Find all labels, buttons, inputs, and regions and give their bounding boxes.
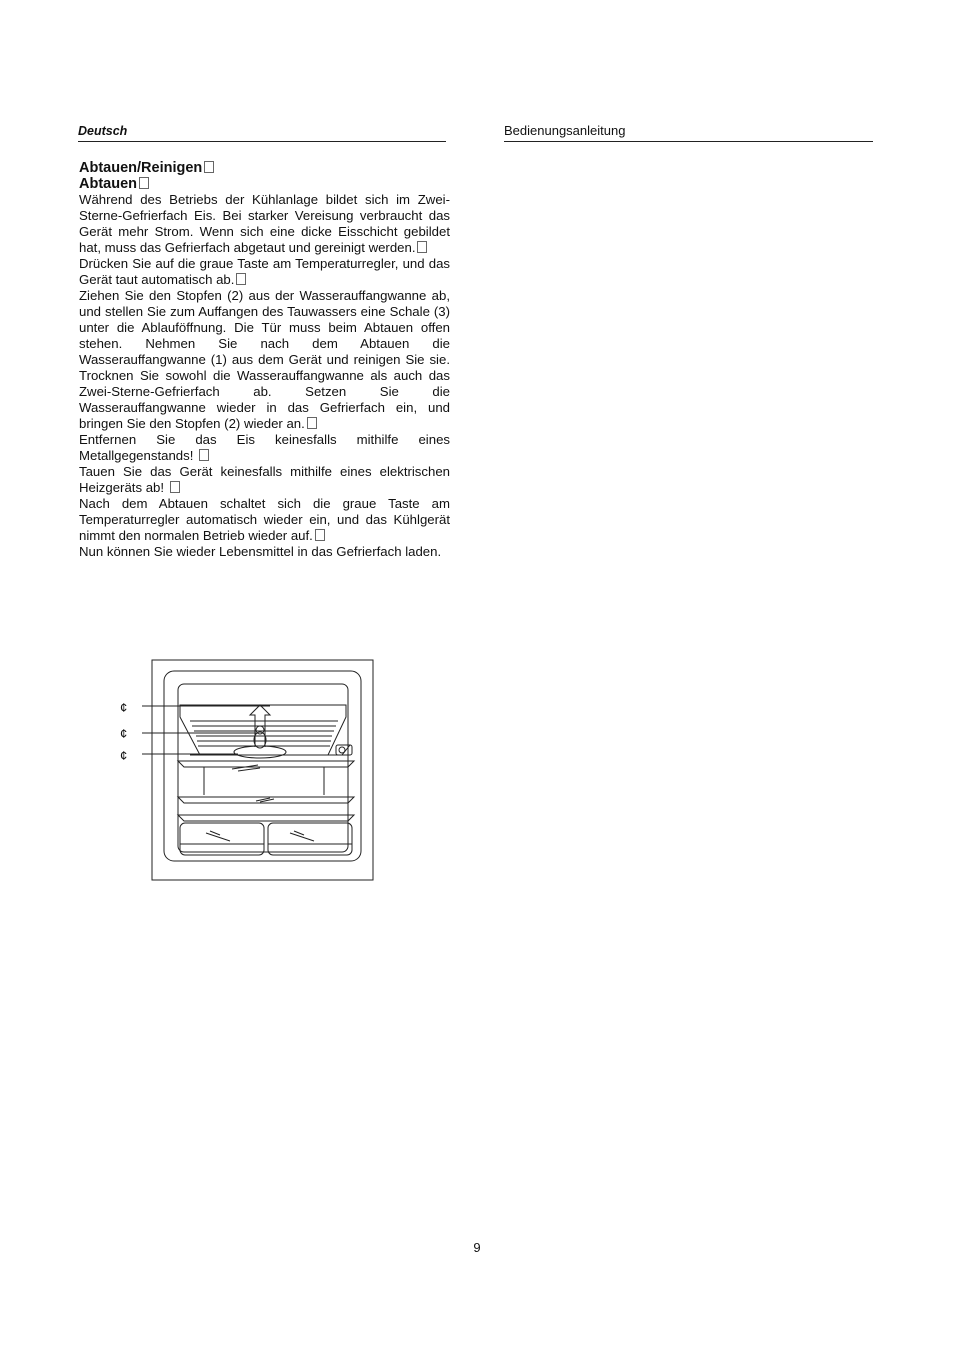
box-glyph: [315, 529, 325, 541]
page-number: 9: [473, 1240, 481, 1255]
box-glyph: [199, 449, 209, 461]
callout-3: ¢: [120, 748, 128, 763]
box-glyph: [236, 273, 246, 285]
paragraph: Entfernen Sie das Eis keinesfalls mithilfe eines Metallgegenstands!: [79, 432, 450, 463]
paragraph: Drücken Sie auf die graue Taste am Temperaturregler, und das Gerät taut automatisch ab.: [79, 256, 450, 287]
box-glyph: [307, 417, 317, 429]
refrigerator-diagram: [110, 655, 380, 890]
box-glyph: [170, 481, 180, 493]
paragraph: Nun können Sie wieder Lebensmittel in das Gefrierfach laden.: [79, 544, 442, 559]
header-left: [78, 122, 446, 142]
paragraph: Während des Betriebs der Kühlanlage bildet sich im Zwei-Sterne-Gefrierfach Eis. Bei starker Vereisung verbraucht das Gerät mehr Strom. Wenn sich eine dicke Eisschicht gebildet hat, muss das Gefrierfach abgetaut und gereinigt werden.: [79, 192, 450, 255]
callout-2: ¢: [120, 726, 128, 741]
paragraph: Tauen Sie das Gerät keinesfalls mithilfe eines elektrischen Heizgeräts ab!: [79, 464, 450, 495]
section-title: Abtauen/Reinigen: [79, 160, 450, 176]
paragraph: Nach dem Abtauen schaltet sich die graue Taste am Temperaturregler automatisch wieder ein, und das Kühlgerät nimmt den normalen Betrieb wieder auf.: [79, 496, 450, 543]
language-label: Deutsch: [78, 124, 128, 138]
body-text: [79, 192, 450, 560]
section-subtitle: Abtauen: [79, 176, 450, 192]
manual-title: Bedienungsanleitung: [504, 123, 626, 138]
box-glyph: [417, 241, 427, 253]
header-right: [504, 122, 873, 142]
refrigerator-illustration: [110, 655, 380, 885]
box-glyph: [204, 161, 214, 173]
box-glyph: [139, 177, 149, 189]
paragraph: Ziehen Sie den Stopfen (2) aus der Wasserauffangwanne ab, und stellen Sie zum Auffangen des Tauwassers eine Schale (3) unter die Ablauföffnung. Die Tür muss beim Abtauen offen stehen. Nehmen Sie nach dem Abtauen die Wasserauffangwanne (1) aus dem Gerät und reinigen Sie sie. Trocknen Sie sowohl die Wasserauffangwanne als auch das Zwei-Sterne-Gefrierfach ab. Setzen Sie die Wasserauffangwanne wieder in das Gefrierfach ein, und bringen Sie den Stopfen (2) wieder an.: [79, 288, 450, 431]
main-content: [79, 160, 450, 560]
callout-1: ¢: [120, 700, 128, 715]
